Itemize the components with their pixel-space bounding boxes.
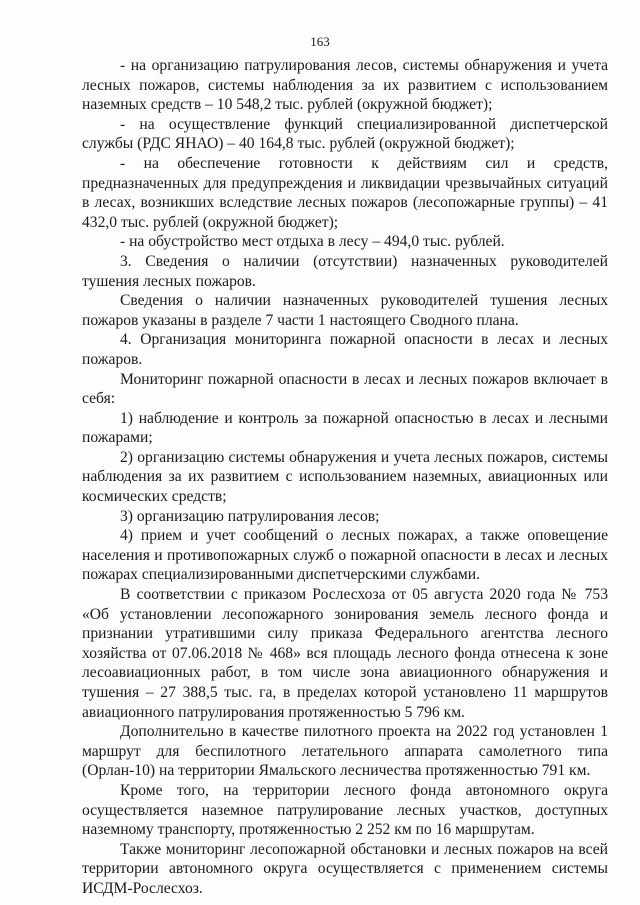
paragraph-monitoring-intro: Мониторинг пожарной опасности в лесах и лесных пожаров включает в себя:: [82, 370, 608, 408]
list-item-1: 1) наблюдение и контроль за пожарной опасностью в лесах и лесными пожарами;: [82, 409, 608, 447]
list-item-2: 2) организацию системы обнаружения и учета лесных пожаров, системы наблюдения за их развитием с использованием наземных, авиационных или космических средств;: [82, 448, 608, 506]
paragraph-funding-readiness: - на обеспечение готовности к действиям сил и средств, предназначенных для предупреждения и ликвидации чрезвычайных ситуаций в лесах, возникших вследствие лесных пожаров (лесопожарные группы) – 41 432,0 тыс. рублей (окружной бюджет);: [82, 154, 608, 231]
paragraph-order-753: В соответствии с приказом Рослесхоза от 05 августа 2020 года № 753 «Об установлении лесопожарного зонирования земель лесного фонда и признании утратившими силу приказа Федерального агентства лесного хозяйства от 07.06.2018 № 468» вся площадь лесного фонда отнесена к зоне лесоавиационных работ, в том числе зона авиационного обнаружения и тушения – 27 388,5 тыс. га, в пределах которой установлено 11 маршрутов авиационного патрулирования протяженностью 5 796 км.: [82, 586, 608, 721]
paragraph-funding-recreation: - на обустройство мест отдыха в лесу – 494,0 тыс. рублей.: [120, 233, 505, 251]
list-item-3: 3) организацию патрулирования лесов;: [120, 507, 380, 525]
list-item-4: 4) прием и учет сообщений о лесных пожарах, а также оповещение населения и противопожарных служб о пожарной опасности в лесах и лесных пожарах специализированными диспетчерскими службами.: [82, 527, 608, 584]
paragraph-ground-patrol: Кроме того, на территории лесного фонда автономного округа осуществляется наземное патрулирование лесных участков, доступных наземному транспорту, протяженностью 2 252 км по 16 маршрутам.: [82, 781, 608, 839]
paragraph-funding-patrol: - на организацию патрулирования лесов, системы обнаружения и учета лесных пожаров, системы наблюдения за их развитием с использованием наземных средств – 10 548,2 тыс. рублей (окружной бюджет);: [82, 57, 608, 114]
paragraph-pilot-project: Дополнительно в качестве пилотного проекта на 2022 год установлен 1 маршрут для беспилотного летательного аппарата самолетного типа (Орлан-10) на территории Ямальского лесничества протяженностью 791 км.: [82, 723, 608, 780]
document-body: [82, 56, 608, 899]
page-number: 163: [310, 34, 330, 49]
paragraph-isdm: Также мониторинг лесопожарной обстановки и лесных пожаров на всей территории автономного округа осуществляется с применением системы ИСДМ-Рослесхоз.: [82, 840, 608, 897]
section-4-heading: 4. Организация мониторинга пожарной опасности в лесах и лесных пожаров.: [82, 331, 608, 368]
paragraph-fire-managers: Сведения о наличии назначенных руководителей тушения лесных пожаров указаны в разделе 7 части 1 настоящего Сводного плана.: [82, 292, 608, 329]
section-3-heading: 3. Сведения о наличии (отсутствии) назначенных руководителей тушения лесных пожаров.: [82, 252, 608, 290]
paragraph-funding-dispatch: - на осуществление функций специализированной диспетчерской службы (РДС ЯНАО) – 40 164,8 тыс. рублей (окружной бюджет);: [82, 115, 608, 153]
